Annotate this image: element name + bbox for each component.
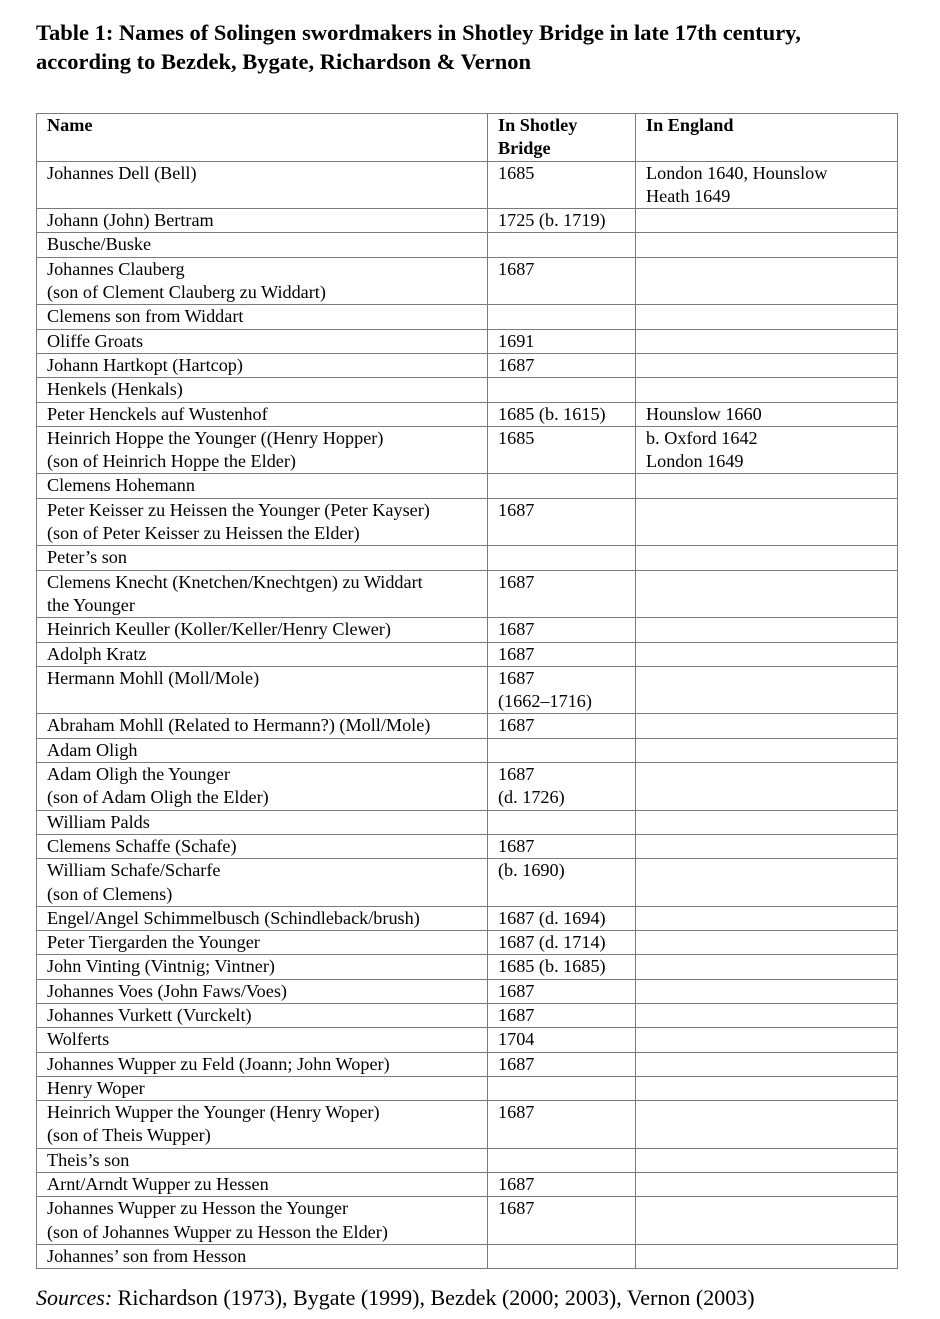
table-row bbox=[37, 498, 898, 546]
shotley-bridge-cell bbox=[488, 402, 636, 426]
shotley-bridge-cell-line: 1687 bbox=[498, 643, 535, 664]
header-in-shotley-bridge-line: Bridge bbox=[498, 138, 551, 159]
name-cell bbox=[37, 402, 488, 426]
shotley-bridge-cell-line: 1725 (b. 1719) bbox=[498, 210, 606, 231]
name-cell bbox=[37, 810, 488, 834]
shotley-bridge-cell bbox=[488, 546, 636, 570]
shotley-bridge-cell-line: 1687 bbox=[498, 354, 535, 375]
shotley-bridge-cell-line: 1685 bbox=[498, 427, 535, 448]
name-cell-line: Wolferts bbox=[47, 1029, 110, 1050]
name-cell bbox=[37, 714, 488, 738]
name-cell-line: Heinrich Hoppe the Younger ((Henry Hopper) bbox=[47, 427, 384, 448]
england-cell bbox=[636, 1148, 898, 1172]
name-cell-line: John Vinting (Vintnig; Vintner) bbox=[47, 956, 275, 977]
table-row bbox=[37, 642, 898, 666]
table-row bbox=[37, 714, 898, 738]
shotley-bridge-cell bbox=[488, 618, 636, 642]
name-cell-line: (son of Clement Clauberg zu Widdart) bbox=[47, 282, 326, 303]
table-row bbox=[37, 810, 898, 834]
shotley-bridge-cell-line: 1687 (d. 1714) bbox=[498, 932, 606, 953]
name-cell bbox=[37, 1003, 488, 1027]
table-row bbox=[37, 1003, 898, 1027]
shotley-bridge-cell bbox=[488, 570, 636, 618]
table-row bbox=[37, 979, 898, 1003]
england-cell bbox=[636, 666, 898, 714]
name-cell-line: Henkels (Henkals) bbox=[47, 379, 183, 400]
england-cell bbox=[636, 209, 898, 233]
name-cell bbox=[37, 353, 488, 377]
table-row bbox=[37, 666, 898, 714]
shotley-bridge-cell bbox=[488, 353, 636, 377]
name-cell-line: (son of Heinrich Hoppe the Elder) bbox=[47, 451, 296, 472]
shotley-bridge-cell bbox=[488, 1244, 636, 1268]
sources-text: Richardson (1973), Bygate (1999), Bezdek (2000; 2003), Vernon (2003) bbox=[112, 1285, 755, 1310]
name-cell-line: Hermann Mohll (Moll/Mole) bbox=[47, 667, 260, 688]
name-cell bbox=[37, 474, 488, 498]
table-row bbox=[37, 402, 898, 426]
table-row bbox=[37, 1052, 898, 1076]
england-cell bbox=[636, 498, 898, 546]
england-cell bbox=[636, 1244, 898, 1268]
shotley-bridge-cell bbox=[488, 1076, 636, 1100]
table-row bbox=[37, 834, 898, 858]
shotley-bridge-cell bbox=[488, 1052, 636, 1076]
shotley-bridge-cell-line: (1662–1716) bbox=[498, 691, 592, 712]
england-cell bbox=[636, 1197, 898, 1245]
name-cell-line: Heinrich Keuller (Koller/Keller/Henry Clewer) bbox=[47, 619, 391, 640]
table-row bbox=[37, 161, 898, 209]
name-cell-line: (son of Peter Keisser zu Heissen the Elder) bbox=[47, 523, 360, 544]
england-cell bbox=[636, 257, 898, 305]
table-row bbox=[37, 931, 898, 955]
shotley-bridge-cell bbox=[488, 834, 636, 858]
sources-note bbox=[36, 1284, 755, 1312]
table-row bbox=[37, 426, 898, 474]
table-title-line-1: Table 1: Names of Solingen swordmakers in Shotley Bridge in late 17th century, bbox=[36, 20, 801, 45]
name-cell-line: Oliffe Groats bbox=[47, 330, 144, 351]
england-cell bbox=[636, 305, 898, 329]
shotley-bridge-cell-line: 1687 bbox=[498, 571, 535, 592]
england-cell bbox=[636, 642, 898, 666]
shotley-bridge-cell-line: 1687 bbox=[498, 1004, 535, 1025]
name-cell bbox=[37, 859, 488, 907]
shotley-bridge-cell-line: (d. 1726) bbox=[498, 787, 565, 808]
table-row bbox=[37, 1244, 898, 1268]
table-body bbox=[37, 161, 898, 1269]
header-name-line: Name bbox=[47, 115, 93, 135]
england-cell bbox=[636, 474, 898, 498]
table-row bbox=[37, 906, 898, 930]
england-cell bbox=[636, 618, 898, 642]
name-cell bbox=[37, 1173, 488, 1197]
shotley-bridge-cell-line: (b. 1690) bbox=[498, 860, 565, 881]
england-cell bbox=[636, 546, 898, 570]
name-cell bbox=[37, 161, 488, 209]
name-cell bbox=[37, 570, 488, 618]
england-cell bbox=[636, 906, 898, 930]
shotley-bridge-cell bbox=[488, 426, 636, 474]
shotley-bridge-cell-line: 1687 bbox=[498, 619, 535, 640]
table-row bbox=[37, 1028, 898, 1052]
england-cell bbox=[636, 1028, 898, 1052]
name-cell bbox=[37, 1028, 488, 1052]
table-row bbox=[37, 474, 898, 498]
shotley-bridge-cell bbox=[488, 931, 636, 955]
shotley-bridge-cell-line: 1687 bbox=[498, 258, 535, 279]
name-cell-line: Johannes Vurkett (Vurckelt) bbox=[47, 1004, 252, 1025]
shotley-bridge-cell bbox=[488, 305, 636, 329]
england-cell bbox=[636, 329, 898, 353]
name-cell-line: the Younger bbox=[47, 594, 135, 615]
shotley-bridge-cell-line: 1685 (b. 1685) bbox=[498, 956, 606, 977]
table-row bbox=[37, 1148, 898, 1172]
shotley-bridge-cell bbox=[488, 257, 636, 305]
england-cell bbox=[636, 834, 898, 858]
name-cell-line: Clemens Hohemann bbox=[47, 475, 195, 496]
shotley-bridge-cell bbox=[488, 209, 636, 233]
name-cell-line: Arnt/Arndt Wupper zu Hessen bbox=[47, 1174, 269, 1195]
england-cell bbox=[636, 378, 898, 402]
table-row bbox=[37, 546, 898, 570]
name-cell-line: Clemens Knecht (Knetchen/Knechtgen) zu Widdart bbox=[47, 571, 423, 592]
name-cell-line: Johannes Wupper zu Feld (Joann; John Woper) bbox=[47, 1053, 390, 1074]
shotley-bridge-cell bbox=[488, 1101, 636, 1149]
england-cell-line: London 1640, Hounslow bbox=[646, 162, 828, 183]
england-cell bbox=[636, 1076, 898, 1100]
table-row bbox=[37, 1197, 898, 1245]
table-row bbox=[37, 378, 898, 402]
table-row bbox=[37, 955, 898, 979]
shotley-bridge-cell bbox=[488, 329, 636, 353]
shotley-bridge-cell-line: 1704 bbox=[498, 1029, 535, 1050]
shotley-bridge-cell-line: 1687 bbox=[498, 667, 535, 688]
header-in-shotley-bridge-line: In Shotley bbox=[498, 115, 578, 135]
england-cell bbox=[636, 738, 898, 762]
name-cell-line: Johannes’ son from Hesson bbox=[47, 1245, 247, 1266]
name-cell bbox=[37, 498, 488, 546]
name-cell-line: Peter Keisser zu Heissen the Younger (Peter Kayser) bbox=[47, 499, 430, 520]
table-row bbox=[37, 570, 898, 618]
name-cell-line: (son of Theis Wupper) bbox=[47, 1125, 211, 1146]
england-cell bbox=[636, 1101, 898, 1149]
name-cell bbox=[37, 666, 488, 714]
table-row bbox=[37, 209, 898, 233]
shotley-bridge-cell-line: 1687 bbox=[498, 1198, 535, 1219]
shotley-bridge-cell-line: 1687 bbox=[498, 1102, 535, 1123]
table-row bbox=[37, 618, 898, 642]
header-in-england bbox=[636, 114, 898, 162]
england-cell-line: London 1649 bbox=[646, 451, 744, 472]
name-cell bbox=[37, 955, 488, 979]
name-cell bbox=[37, 1052, 488, 1076]
name-cell-line: Heinrich Wupper the Younger (Henry Woper) bbox=[47, 1102, 380, 1123]
name-cell bbox=[37, 738, 488, 762]
england-cell bbox=[636, 402, 898, 426]
shotley-bridge-cell-line: 1687 bbox=[498, 499, 535, 520]
england-cell bbox=[636, 1173, 898, 1197]
shotley-bridge-cell bbox=[488, 714, 636, 738]
header-in-england-line: In England bbox=[646, 115, 734, 135]
name-cell-line: Busche/Buske bbox=[47, 234, 152, 255]
england-cell bbox=[636, 714, 898, 738]
name-cell bbox=[37, 906, 488, 930]
england-cell bbox=[636, 931, 898, 955]
shotley-bridge-cell bbox=[488, 810, 636, 834]
england-cell bbox=[636, 570, 898, 618]
table-header-row bbox=[37, 114, 898, 162]
name-cell-line: Johann Hartkopt (Hartcop) bbox=[47, 354, 243, 375]
name-cell-line: William Schafe/Scharfe bbox=[47, 860, 221, 881]
name-cell bbox=[37, 546, 488, 570]
shotley-bridge-cell-line: 1691 bbox=[498, 330, 535, 351]
name-cell bbox=[37, 1244, 488, 1268]
shotley-bridge-cell-line: 1687 bbox=[498, 1174, 535, 1195]
shotley-bridge-cell bbox=[488, 1173, 636, 1197]
name-cell bbox=[37, 763, 488, 811]
shotley-bridge-cell bbox=[488, 642, 636, 666]
swordmakers-table bbox=[36, 113, 898, 1269]
shotley-bridge-cell-line: 1687 bbox=[498, 835, 535, 856]
name-cell-line: William Palds bbox=[47, 811, 150, 832]
name-cell bbox=[37, 1197, 488, 1245]
shotley-bridge-cell bbox=[488, 906, 636, 930]
name-cell bbox=[37, 834, 488, 858]
name-cell-line: Henry Woper bbox=[47, 1077, 145, 1098]
name-cell bbox=[37, 1076, 488, 1100]
name-cell-line: Peter Henckels auf Wustenhof bbox=[47, 403, 268, 424]
shotley-bridge-cell bbox=[488, 1028, 636, 1052]
name-cell-line: Clemens son from Widdart bbox=[47, 306, 244, 327]
name-cell bbox=[37, 642, 488, 666]
name-cell-line: Johannes Voes (John Faws/Voes) bbox=[47, 980, 287, 1001]
shotley-bridge-cell-line: 1685 (b. 1615) bbox=[498, 403, 606, 424]
header-in-shotley-bridge bbox=[488, 114, 636, 162]
shotley-bridge-cell bbox=[488, 738, 636, 762]
name-cell bbox=[37, 209, 488, 233]
name-cell bbox=[37, 233, 488, 257]
name-cell bbox=[37, 618, 488, 642]
shotley-bridge-cell-line: 1687 bbox=[498, 764, 535, 785]
name-cell-line: Johannes Dell (Bell) bbox=[47, 162, 197, 183]
name-cell-line: Adam Oligh the Younger bbox=[47, 764, 230, 785]
name-cell-line: Peter’s son bbox=[47, 547, 127, 568]
name-cell-line: Adam Oligh bbox=[47, 739, 138, 760]
shotley-bridge-cell-line: 1687 bbox=[498, 715, 535, 736]
name-cell-line: Johannes Wupper zu Hesson the Younger bbox=[47, 1198, 349, 1219]
name-cell bbox=[37, 1101, 488, 1149]
england-cell bbox=[636, 763, 898, 811]
shotley-bridge-cell-line: 1687 bbox=[498, 980, 535, 1001]
england-cell bbox=[636, 1003, 898, 1027]
name-cell-line: Theis’s son bbox=[47, 1149, 130, 1170]
england-cell bbox=[636, 979, 898, 1003]
table-row bbox=[37, 233, 898, 257]
shotley-bridge-cell bbox=[488, 763, 636, 811]
shotley-bridge-cell-line: 1687 (d. 1694) bbox=[498, 907, 606, 928]
name-cell bbox=[37, 305, 488, 329]
shotley-bridge-cell bbox=[488, 1197, 636, 1245]
table-row bbox=[37, 1173, 898, 1197]
name-cell-line: Johann (John) Bertram bbox=[47, 210, 214, 231]
name-cell-line: (son of Clemens) bbox=[47, 883, 173, 904]
england-cell bbox=[636, 161, 898, 209]
table-row bbox=[37, 1101, 898, 1149]
shotley-bridge-cell bbox=[488, 955, 636, 979]
england-cell bbox=[636, 955, 898, 979]
table-row bbox=[37, 353, 898, 377]
name-cell-line: Clemens Schaffe (Schafe) bbox=[47, 835, 237, 856]
name-cell-line: (son of Adam Oligh the Elder) bbox=[47, 787, 269, 808]
shotley-bridge-cell bbox=[488, 666, 636, 714]
name-cell-line: Engel/Angel Schimmelbusch (Schindleback/brush) bbox=[47, 907, 420, 928]
name-cell-line: Johannes Clauberg bbox=[47, 258, 185, 279]
england-cell bbox=[636, 810, 898, 834]
shotley-bridge-cell-line: 1687 bbox=[498, 1053, 535, 1074]
england-cell bbox=[636, 426, 898, 474]
name-cell-line: Adolph Kratz bbox=[47, 643, 147, 664]
england-cell-line: Hounslow 1660 bbox=[646, 403, 762, 424]
name-cell bbox=[37, 329, 488, 353]
table-row bbox=[37, 305, 898, 329]
name-cell bbox=[37, 931, 488, 955]
shotley-bridge-cell bbox=[488, 498, 636, 546]
shotley-bridge-cell bbox=[488, 233, 636, 257]
shotley-bridge-cell bbox=[488, 1003, 636, 1027]
england-cell bbox=[636, 233, 898, 257]
table-title-line-2: according to Bezdek, Bygate, Richardson & Vernon bbox=[36, 49, 531, 74]
shotley-bridge-cell bbox=[488, 474, 636, 498]
england-cell-line: b. Oxford 1642 bbox=[646, 427, 758, 448]
england-cell bbox=[636, 1052, 898, 1076]
name-cell bbox=[37, 378, 488, 402]
shotley-bridge-cell bbox=[488, 378, 636, 402]
shotley-bridge-cell bbox=[488, 859, 636, 907]
table-row bbox=[37, 329, 898, 353]
name-cell-line: Abraham Mohll (Related to Hermann?) (Moll/Mole) bbox=[47, 715, 431, 736]
table-row bbox=[37, 738, 898, 762]
shotley-bridge-cell bbox=[488, 979, 636, 1003]
header-name bbox=[37, 114, 488, 162]
table-row bbox=[37, 257, 898, 305]
name-cell bbox=[37, 979, 488, 1003]
england-cell-line: Heath 1649 bbox=[646, 185, 731, 206]
table-row bbox=[37, 763, 898, 811]
england-cell bbox=[636, 353, 898, 377]
sources-label: Sources: bbox=[36, 1285, 113, 1310]
name-cell-line: Peter Tiergarden the Younger bbox=[47, 932, 260, 953]
shotley-bridge-cell-line: 1685 bbox=[498, 162, 535, 183]
table-row bbox=[37, 859, 898, 907]
name-cell-line: (son of Johannes Wupper zu Hesson the Elder) bbox=[47, 1221, 388, 1242]
name-cell bbox=[37, 1148, 488, 1172]
table-row bbox=[37, 1076, 898, 1100]
name-cell bbox=[37, 426, 488, 474]
shotley-bridge-cell bbox=[488, 1148, 636, 1172]
shotley-bridge-cell bbox=[488, 161, 636, 209]
table-title bbox=[36, 18, 916, 76]
england-cell bbox=[636, 859, 898, 907]
name-cell bbox=[37, 257, 488, 305]
